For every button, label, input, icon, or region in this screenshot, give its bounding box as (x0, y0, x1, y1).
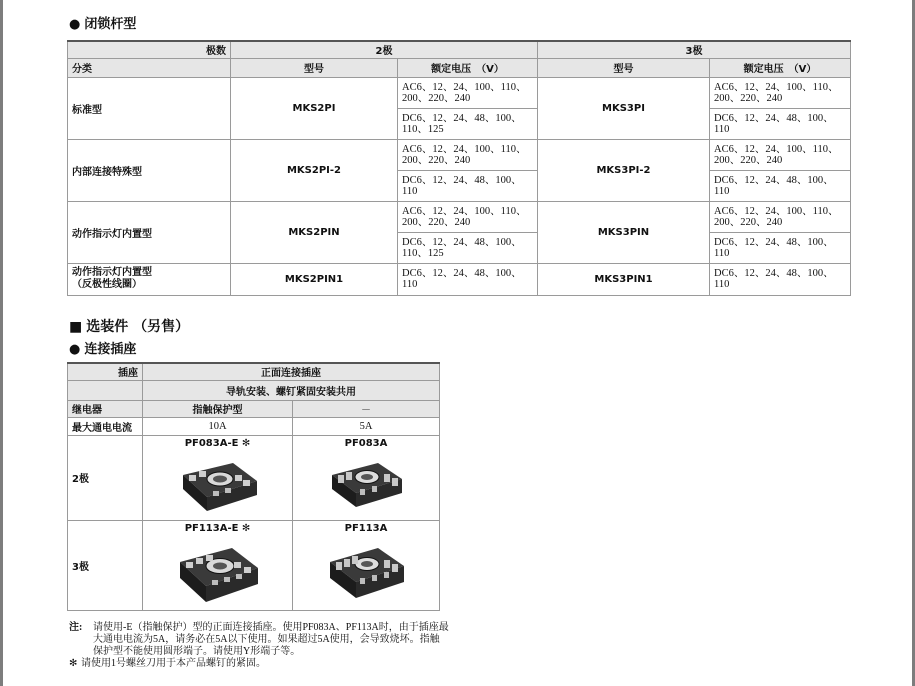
socket-model: PF113A (344, 522, 388, 534)
section-title: 闭锁杆型 (84, 17, 137, 32)
model-cell: MKS2PIN (231, 201, 398, 263)
model-cell: MKS2PI-2 (231, 139, 398, 201)
mounting-type: 导轨安装、螺钉紧固安装共用 (143, 380, 440, 400)
bullet-icon: ● (69, 342, 81, 357)
header-classification: 分类 (68, 58, 231, 77)
voltage-cell: AC6、12、24、100、110、200、220、240 (710, 201, 851, 232)
voltage-cell: DC6、12、24、48、100、110、125 (398, 232, 538, 263)
section-title: 连接插座 (84, 342, 137, 357)
model-cell: MKS3PI-2 (538, 139, 710, 201)
model-cell: MKS2PIN1 (231, 263, 398, 295)
relay-socket-icon (326, 453, 406, 511)
socket-cell (293, 435, 440, 520)
note-label: 注: (69, 622, 83, 633)
section-heading-lever (69, 13, 136, 32)
voltage-cell: DC6、12、24、48、100、110 (710, 108, 851, 139)
category-cell: 标准型 (68, 77, 231, 139)
star-text: 请使用1号螺丝刀用于本产品螺钉的紧固。 (81, 658, 266, 669)
voltage-cell: DC6、12、24、48、100、110 (398, 263, 538, 295)
voltage-cell: DC6、12、24、48、100、110、125 (398, 108, 538, 139)
section-heading-sockets (69, 338, 136, 357)
bullet-icon: ● (69, 17, 81, 32)
row-2pole: 2极 (68, 435, 143, 520)
relay-socket-icon (175, 453, 261, 513)
header-model-3: 型号 (538, 58, 710, 77)
socket-model: PF113A-E ✻ (184, 522, 251, 534)
header-poles: 极数 (68, 41, 231, 58)
relay-socket-icon (172, 538, 264, 604)
socket-cell (143, 435, 293, 520)
header-model-2: 型号 (231, 58, 398, 77)
page-left-border (0, 0, 3, 686)
notes (69, 622, 449, 670)
current-value: 10A (143, 417, 293, 435)
voltage-cell: AC6、12、24、100、110、200、220、240 (398, 77, 538, 108)
voltage-cell: DC6、12、24、48、100、110 (710, 263, 851, 295)
label-socket: 插座 (68, 363, 143, 380)
dash-cell: － (293, 400, 440, 417)
blank-cell (68, 380, 143, 400)
voltage-cell: DC6、12、24、48、100、110 (710, 170, 851, 201)
category-cell: 内部连接特殊型 (68, 139, 231, 201)
voltage-cell: DC6、12、24、48、100、110 (710, 232, 851, 263)
model-cell: MKS3PIN (538, 201, 710, 263)
category-line-2: （反极性线圈） (72, 279, 142, 290)
voltage-cell: AC6、12、24、100、110、200、220、240 (710, 139, 851, 170)
category-line-1: 动作指示灯内置型 (72, 267, 152, 278)
relay-socket-icon (324, 538, 408, 602)
model-cell: MKS3PIN1 (538, 263, 710, 295)
note-text: 请使用-E（指触保护）型的正面连接插座。使用PF083A、PF113A时，由于插座最大通电电流为5A，请务必在5A以下使用。如果超过5A使用，会导致烧坏。指触保护型不能使用圆形端子。请使用Y形端子等。 (93, 622, 449, 657)
section-heading-options (69, 316, 189, 336)
star-label: ✻ (69, 658, 78, 669)
lever-type-table (67, 40, 851, 296)
voltage-cell: AC6、12、24、100、110、200、220、240 (398, 201, 538, 232)
voltage-cell: AC6、12、24、100、110、200、220、240 (710, 77, 851, 108)
square-bullet-icon: ■ (69, 319, 83, 335)
header-voltage-2: 额定电压 （V） (398, 58, 538, 77)
model-cell: MKS3PI (538, 77, 710, 139)
section-title: 选装件 （另售） (86, 319, 190, 335)
finger-protect: 指触保护型 (143, 400, 293, 417)
note-main (69, 622, 449, 658)
socket-table (67, 362, 440, 611)
category-cell-reverse (68, 263, 231, 295)
socket-cell (143, 520, 293, 610)
voltage-cell: DC6、12、24、48、100、110 (398, 170, 538, 201)
header-2pole: 2极 (231, 41, 538, 58)
header-3pole: 3极 (538, 41, 851, 58)
category-cell: 动作指示灯内置型 (68, 201, 231, 263)
current-value: 5A (293, 417, 440, 435)
label-relay: 继电器 (68, 400, 143, 417)
max-current-label: 最大通电电流 (68, 417, 143, 435)
model-cell: MKS2PI (231, 77, 398, 139)
socket-model: PF083A (344, 437, 388, 449)
row-3pole: 3极 (68, 520, 143, 610)
socket-cell (293, 520, 440, 610)
socket-model: PF083A-E ✻ (184, 437, 251, 449)
note-star (69, 658, 449, 670)
voltage-cell: AC6、12、24、100、110、200、220、240 (398, 139, 538, 170)
header-voltage-3: 额定电压 （V） (710, 58, 851, 77)
front-connection: 正面连接插座 (143, 363, 440, 380)
